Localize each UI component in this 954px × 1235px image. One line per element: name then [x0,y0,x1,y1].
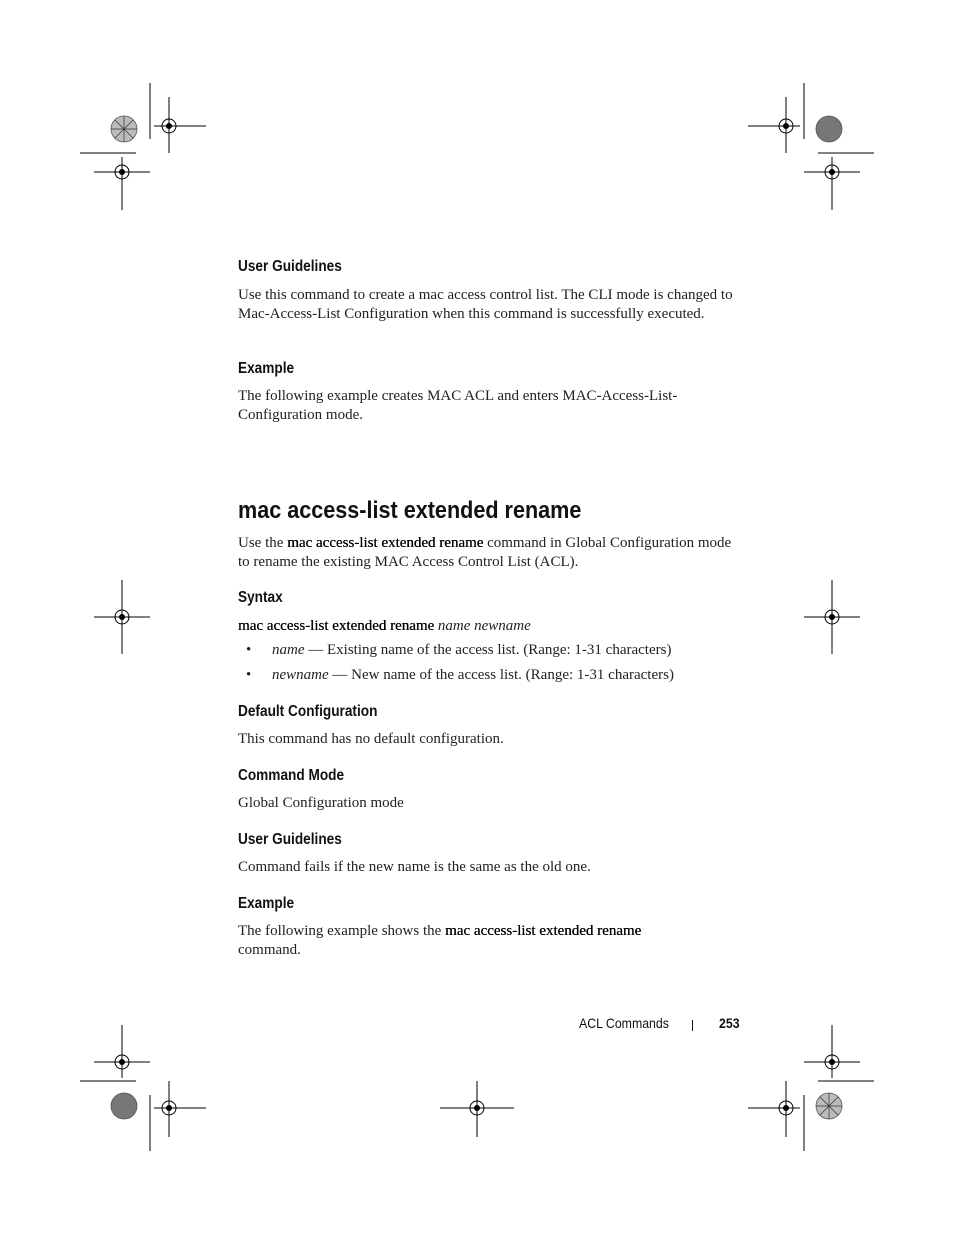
command-name-inline: mac access-list extended rename [287,535,484,551]
example-text: The following example creates MAC ACL and enters MAC-Access-List-Configuration mode. [238,388,678,423]
command-intro: Use the mac access-list extended rename command in Global Configuration mode to rename the existing MAC Access Control List (ACL). [238,535,732,570]
section-heading-default-configuration: Default Configuration [238,703,378,720]
user-guidelines-2-text: Command fails if the new name is the same as the old one. [238,859,591,875]
bullet-marker: • [246,642,252,658]
footer-section-name: ACL Commands [579,1015,669,1031]
section-heading-user-guidelines-2: User Guidelines [238,831,342,848]
user-guidelines-text: Use this command to create a mac access control list. The CLI mode is changed to Mac-Access-List Configuration when this command is successfully executed. [238,287,733,322]
command-mode-text: Global Configuration mode [238,795,404,811]
syntax-command: mac access-list extended rename [238,618,435,634]
param-item-newname: newname — New name of the access list. (Range: 1-31 characters) [272,667,674,683]
command-title: mac access-list extended rename [238,497,582,524]
example-command-inline: mac access-list extended rename [445,923,642,939]
footer-divider [692,1020,693,1031]
param-item-name: name — Existing name of the access list. (Range: 1-31 characters) [272,642,672,658]
syntax-line [238,617,738,636]
page-number: 253 [719,1015,740,1031]
section-heading-example-2: Example [238,895,295,912]
bullet-marker: • [246,667,252,683]
example-2-text: The following example shows the mac access-list extended rename command. [238,923,642,958]
section-heading-syntax: Syntax [238,589,283,606]
default-configuration-text: This command has no default configuration. [238,731,504,747]
syntax-args: name newname [437,618,531,634]
section-heading-command-mode: Command Mode [238,767,345,784]
section-heading-example: Example [238,360,295,377]
section-heading-user-guidelines: User Guidelines [238,258,342,275]
